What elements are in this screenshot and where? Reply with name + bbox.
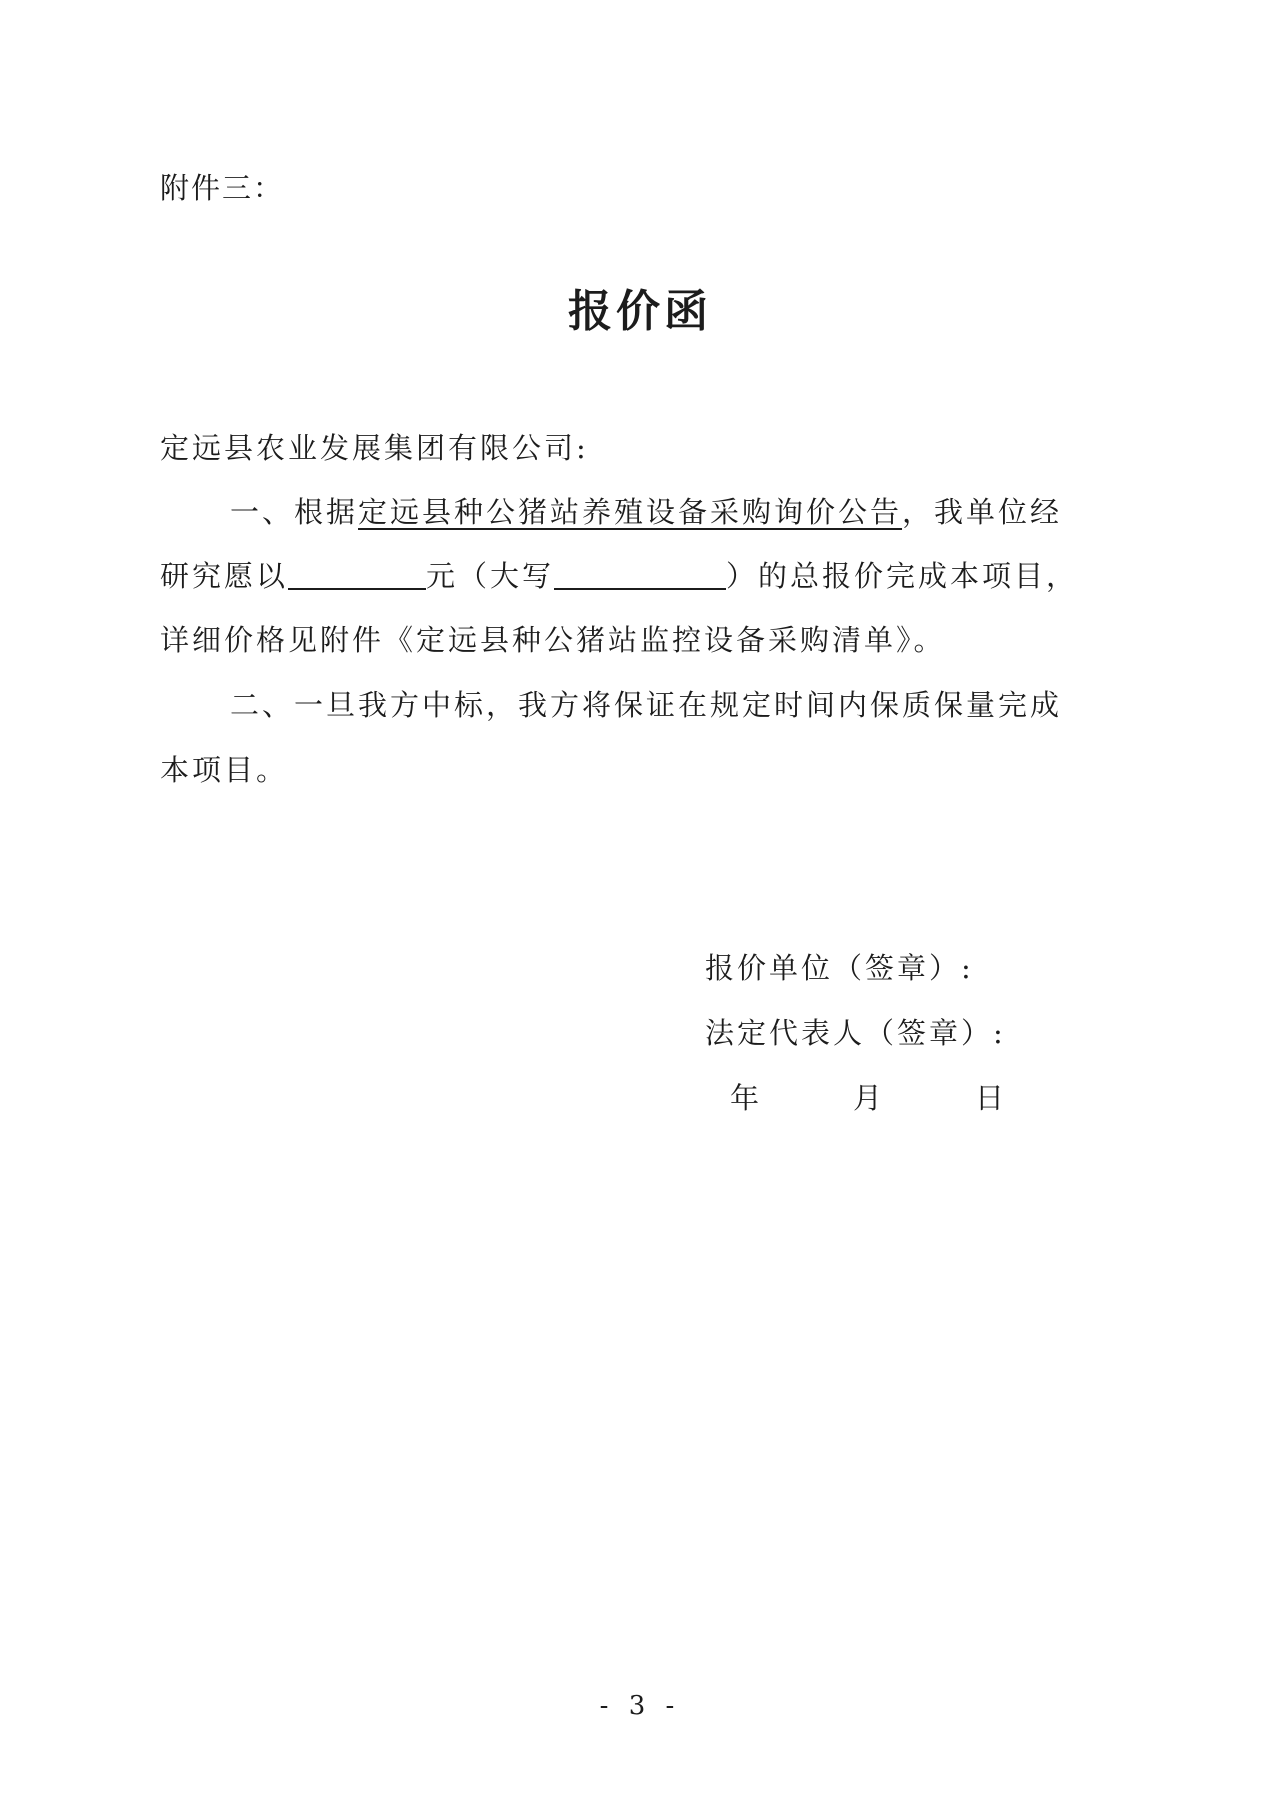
quote-unit-signature: 报价单位（签章）:	[705, 951, 974, 985]
date-year: 年	[730, 1081, 760, 1115]
notice-title-underlined: 定远县种公猪站养殖设备采购询价公告	[358, 495, 903, 529]
page-number: - 3 -	[599, 1691, 681, 1721]
recipient-line: 定远县农业发展集团有限公司:	[160, 431, 589, 465]
paragraph-1-line-3: 详细价格见附件《定远县种公猪站监控设备采购清单》。	[160, 623, 946, 657]
para1-suffix: ，我单位经	[902, 495, 1063, 529]
para1-yuan: 元（大写	[426, 559, 555, 593]
document-title: 报价函	[568, 286, 712, 337]
para1-line2-start: 研究愿以	[160, 559, 289, 593]
date-row	[730, 1078, 1030, 1118]
date-day: 日	[975, 1081, 1005, 1115]
amount-in-words-blank[interactable]	[554, 558, 726, 590]
paragraph-2-line-1: 二、一旦我方中标，我方将保证在规定时间内保质保量完成	[230, 688, 1063, 722]
legal-rep-signature: 法定代表人（签章）:	[705, 1016, 1006, 1050]
amount-blank[interactable]	[288, 558, 426, 590]
attachment-label: 附件三：	[160, 171, 285, 205]
paragraph-1-line-2	[160, 556, 1120, 596]
paragraph-2-line-2: 本项目。	[160, 753, 289, 787]
para1-line2-end: ）的总报价完成本项目，	[726, 559, 1079, 593]
para1-prefix: 一、根据	[230, 495, 359, 529]
paragraph-1-line-1	[160, 492, 1120, 532]
date-month: 月	[853, 1081, 883, 1115]
